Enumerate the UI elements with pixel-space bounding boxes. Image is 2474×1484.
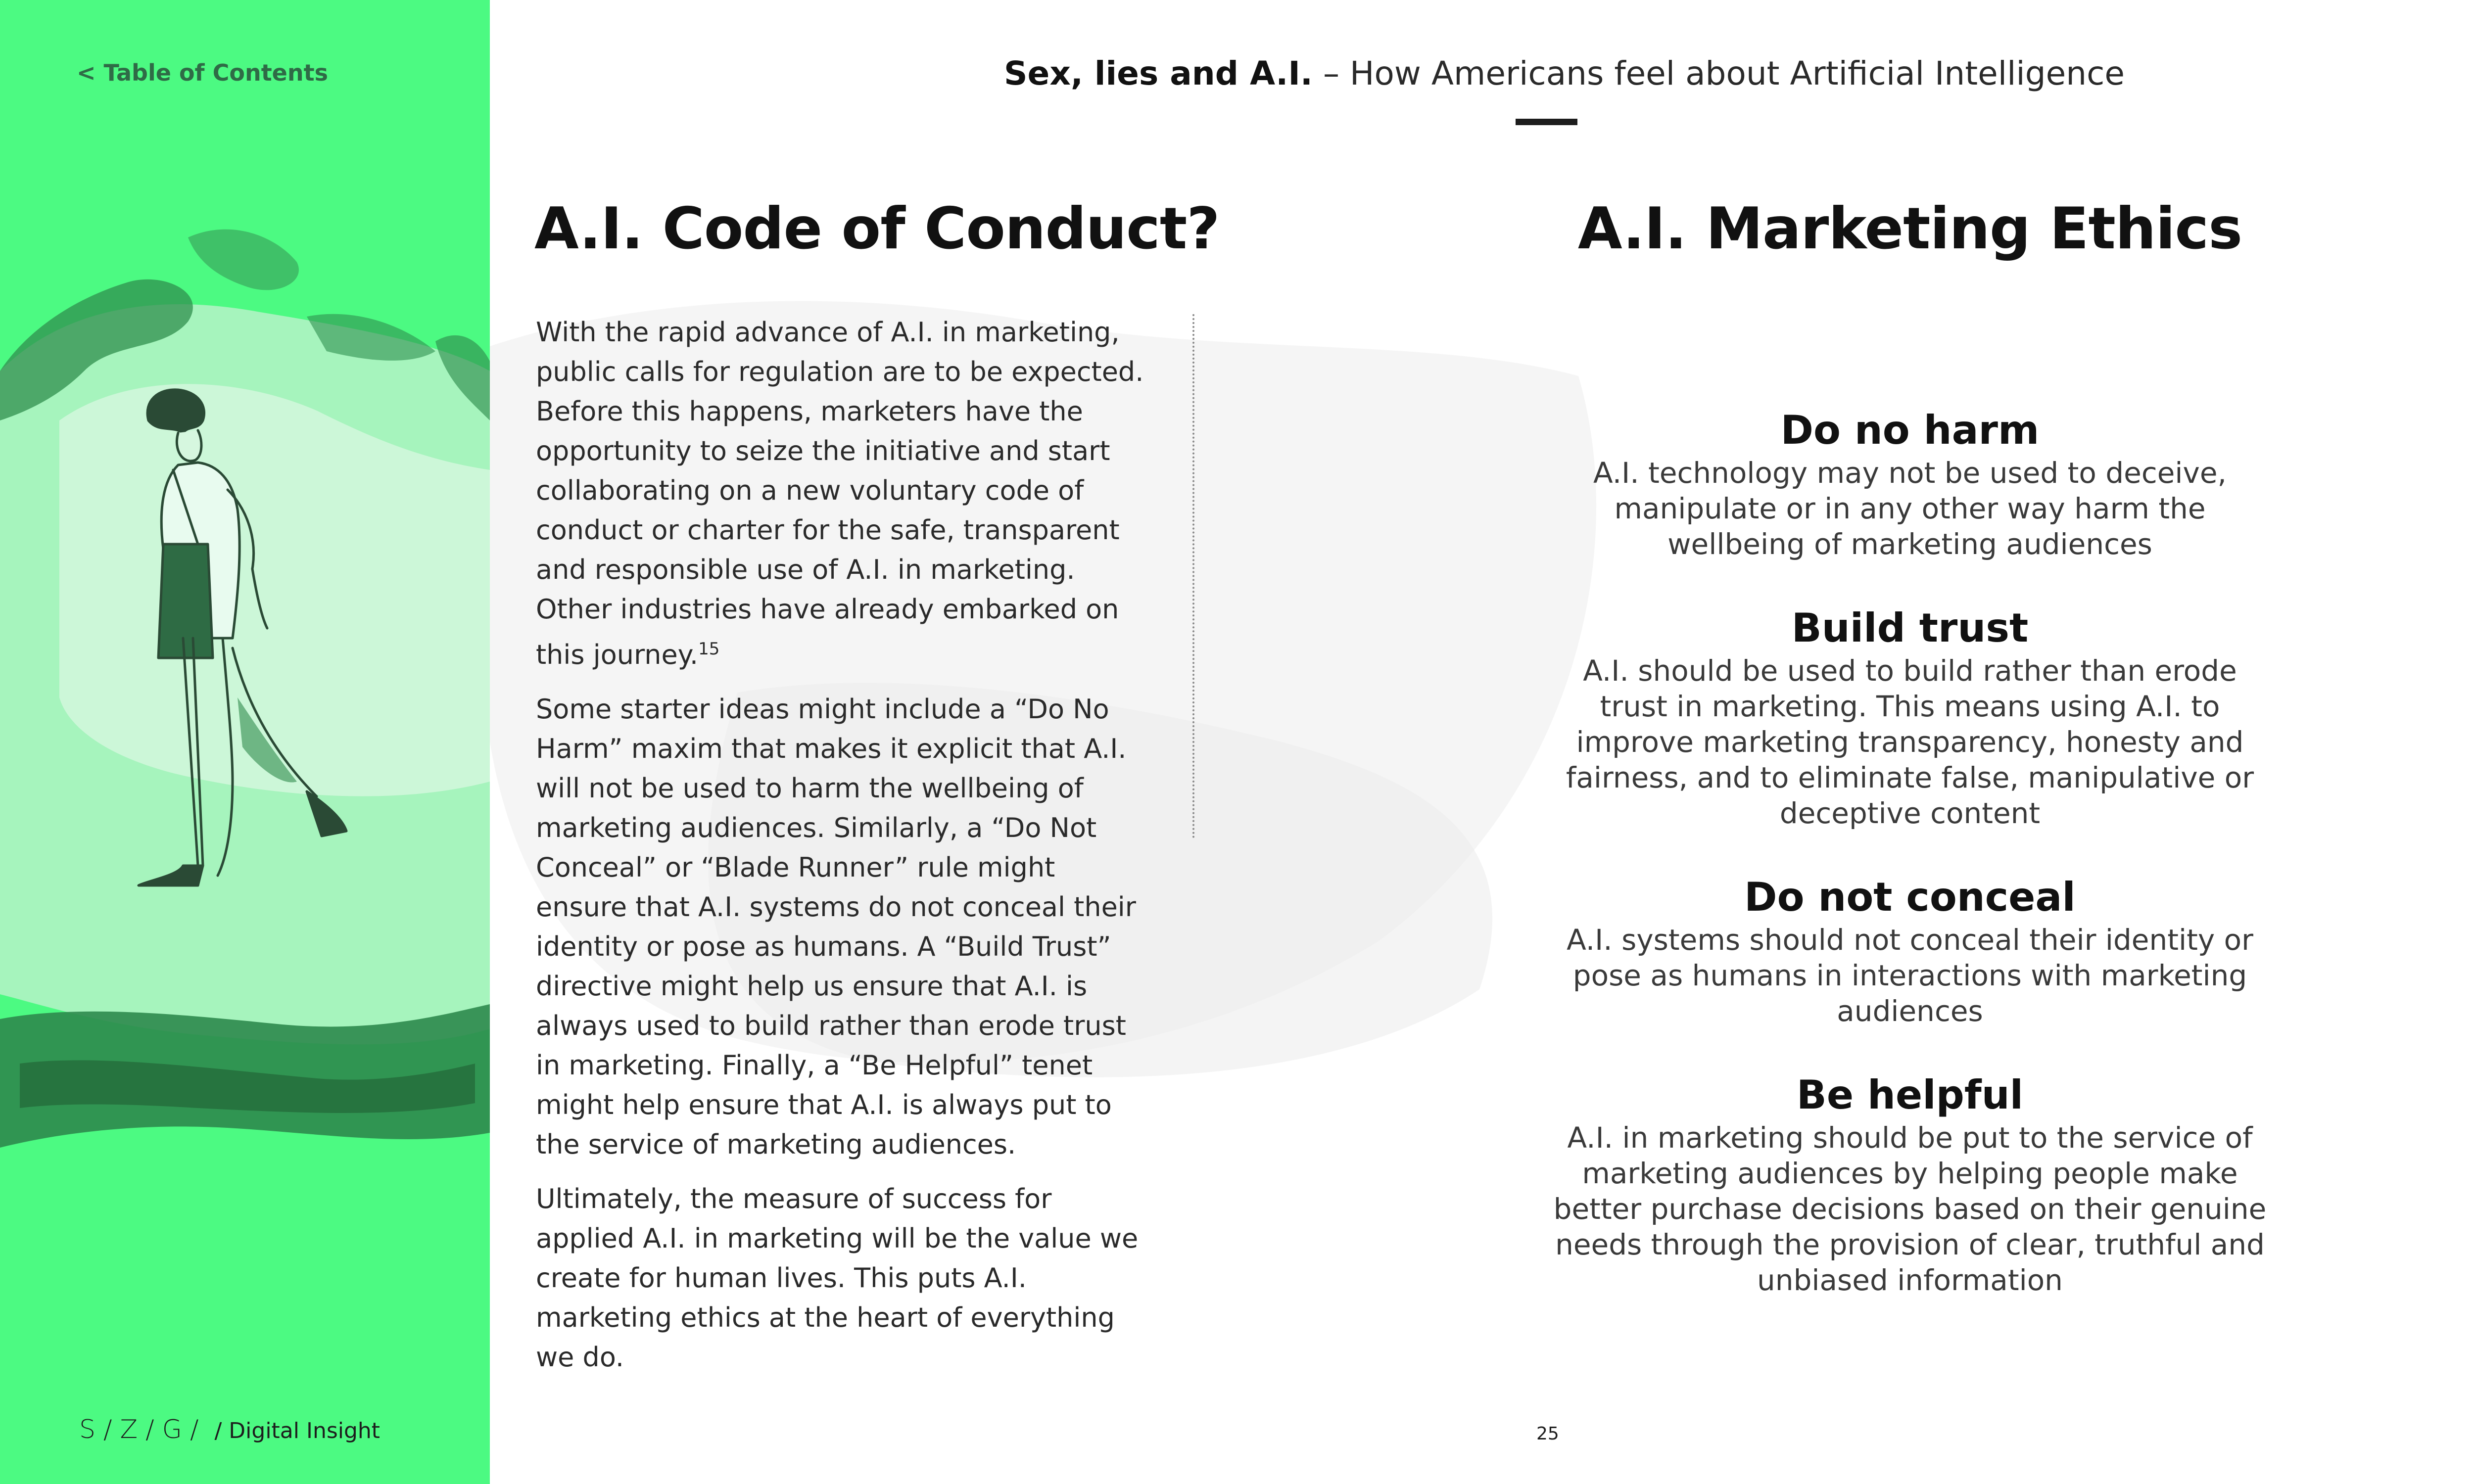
principle-title: Do no harm [1780,407,2040,453]
column-divider [1192,314,1194,838]
principle-description: A.I. in marketing should be put to the service of marketing audiences by helping people make better purchase decisions based on their genuine needs through the provision of clear, truthful and unbiased information [1553,1121,2267,1297]
principle-title: Be helpful [1796,1072,2024,1118]
footnote-marker: 15 [698,639,720,659]
paragraph [536,313,1149,675]
principle-be-helpful [1549,1070,2271,1298]
paragraph-2: Some starter ideas might include a “Do No Harm” maxim that makes it explicit that A.I. will not be used to harm the wellbeing of marketing audiences. Similarly, a “Do Not Conceal” or “Blade Runner” rule might ensure that A.I. systems do not conceal their identity or pose as humans. A “Build Trust” directive might help us ensure that A.I. is always used to build rather than erode trust in marketing. Finally, a “Be Helpful” tenet might help ensure that A.I. is always put to the service of marketing audiences. [536,694,1136,1160]
principle-title: Do not conceal [1744,874,2076,920]
document-title-bold: Sex, lies and A.I. [1004,54,1313,93]
paragraph-1: With the rapid advance of A.I. in marketing, public calls for regulation are to be expected. Before this happens, marketers have the opportunity to seize the initiative and start collaborating on a new voluntary code of conduct or charter for the safe, transparent and responsible use of A.I. in marketing. Other industries have already embarked on this journey. [536,317,1144,670]
principle-description: A.I. technology may not be used to deceive, manipulate or in any other way harm the wellbeing of marketing audiences [1593,456,2227,561]
sidebar-panel [0,0,490,1484]
header-underline [1516,119,1577,125]
table-of-contents-link[interactable]: < Table of Contents [77,59,328,86]
brand-tagline: / Digital Insight [214,1418,381,1443]
principle-description: A.I. systems should not conceal their identity or pose as humans in interactions with marketing audiences [1567,923,2253,1028]
paragraph-3: Ultimately, the measure of success for applied A.I. in marketing will be the value we create for human lives. This puts A.I. marketing ethics at the heart of everything we do. [536,1183,1139,1373]
principle-build-trust [1549,603,2271,831]
principle-description: A.I. should be used to build rather than erode trust in marketing. This means using A.I. to improve marketing transparency, honesty and fairness, and to eliminate false, manipulative or deceptive content [1566,654,2254,830]
document-title-rest: – How Americans feel about Artificial Intelligence [1312,54,2125,93]
principle-title: Build trust [1791,605,2029,651]
syzygy-logo: S/Z/G/ [79,1415,207,1444]
walking-man-illustration [0,163,490,1202]
brand-footer [79,1415,380,1444]
principle-do-not-conceal [1549,873,2271,1029]
page-number: 25 [1536,1424,1559,1444]
document-header [490,54,2474,93]
code-of-conduct-body [536,313,1149,1392]
marketing-ethics-heading: A.I. Marketing Ethics [1577,195,2242,262]
principle-do-no-harm [1549,406,2271,562]
ethics-principles [1549,406,2271,1340]
code-of-conduct-heading: A.I. Code of Conduct? [534,195,1220,262]
